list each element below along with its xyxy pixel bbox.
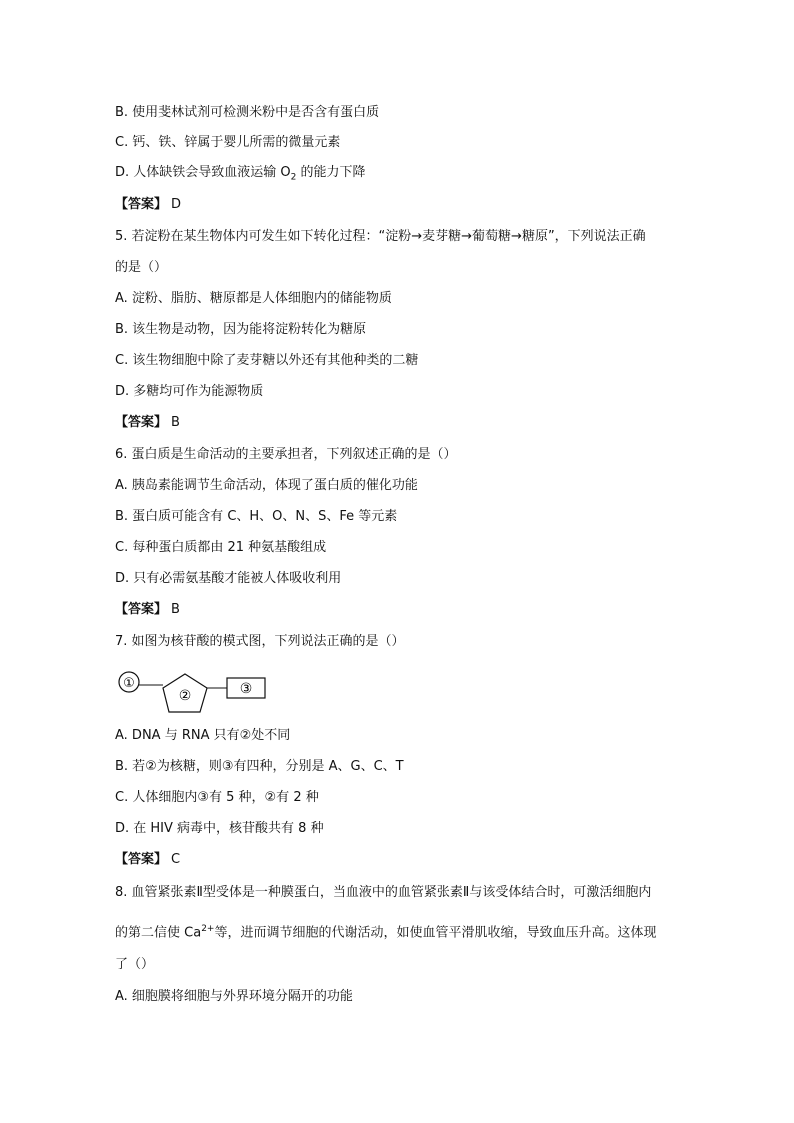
label-2: ② [178,688,192,704]
q8-stem-line2 [115,920,656,942]
q6-stem: 6. 蛋白质是生命活动的主要承担者，下列叙述正确的是（） [115,447,457,462]
q6-option-a: A. 胰岛素能调节生命活动，体现了蛋白质的催化功能 [115,478,418,493]
q5-stem-line2: 的是（） [115,260,168,275]
q8-stem-line1: 8. 血管紧张素Ⅱ型受体是一种膜蛋白，当血液中的血管紧张素Ⅱ与该受体结合时，可激活细胞内 [115,885,652,900]
q8-option-a: A. 细胞膜将细胞与外界环境分隔开的功能 [115,989,353,1004]
q6-option-d: D. 只有必需氨基酸才能被人体吸收利用 [115,571,342,586]
answer-value: C [171,852,181,867]
q8-stem-line2-text-end: 等，进而调节细胞的代谢活动，如使血管平滑肌收缩，导致血压升高。这体现 [214,925,657,941]
q4-option-c: C. 钙、铁、锌属于婴儿所需的微量元素 [115,135,341,150]
q8-stem-line2-superscript: 2+ [201,924,215,934]
q5-stem-line1: 5. 若淀粉在某生物体内可发生如下转化过程：“淀粉→麦芽糖→葡萄糖→糖原”，下列说法正确 [115,229,646,244]
answer-label: 【答案】 [115,197,168,212]
answer-label: 【答案】 [115,852,168,867]
q6-option-b: B. 蛋白质可能含有 C、H、O、N、S、Fe 等元素 [115,509,398,524]
q5-option-a: A. 淀粉、脂肪、糖原都是人体细胞内的储能物质 [115,291,392,306]
q5-option-b: B. 该生物是动物，因为能将淀粉转化为糖原 [115,322,367,337]
q7-option-b: B. 若②为核糖，则③有四种，分别是 A、G、C、T [115,759,404,774]
q7-option-d: D. 在 HIV 病毒中，核苷酸共有 8 种 [115,821,324,836]
q8-stem-line3: 了（） [115,957,155,972]
label-1: ① [123,676,135,691]
q6-option-c: C. 每种蛋白质都由 21 种氨基酸组成 [115,540,327,555]
q5-option-d: D. 多糖均可作为能源物质 [115,384,264,399]
q4-option-d [115,164,366,187]
q7-option-a: A. DNA 与 RNA 只有②处不同 [115,728,291,743]
q5-option-c: C. 该生物细胞中除了麦芽糖以外还有其他种类的二糖 [115,353,419,368]
nucleotide-diagram [115,668,275,718]
q4-option-d-text: D. 人体缺铁会导致血液运输 O [115,165,291,180]
q7-stem: 7. 如图为核苷酸的模式图，下列说法正确的是（） [115,634,405,649]
answer-value: D [171,197,182,212]
q7-answer [115,851,180,869]
q4-option-d-subscript: 2 [290,172,297,183]
q4-option-d-text-end: 的能力下降 [296,165,366,180]
label-3: ③ [239,681,253,697]
answer-value: B [171,415,180,430]
answer-value: B [171,602,180,617]
q4-answer [115,196,181,214]
q8-stem-line2-text: 的第二信使 Ca [115,925,202,941]
answer-label: 【答案】 [115,415,168,430]
q6-answer [115,601,180,619]
q5-answer [115,414,180,432]
q4-option-b: B. 使用斐林试剂可检测米粉中是否含有蛋白质 [115,105,380,120]
answer-label: 【答案】 [115,602,168,617]
q7-option-c: C. 人体细胞内③有 5 种，②有 2 种 [115,790,319,805]
